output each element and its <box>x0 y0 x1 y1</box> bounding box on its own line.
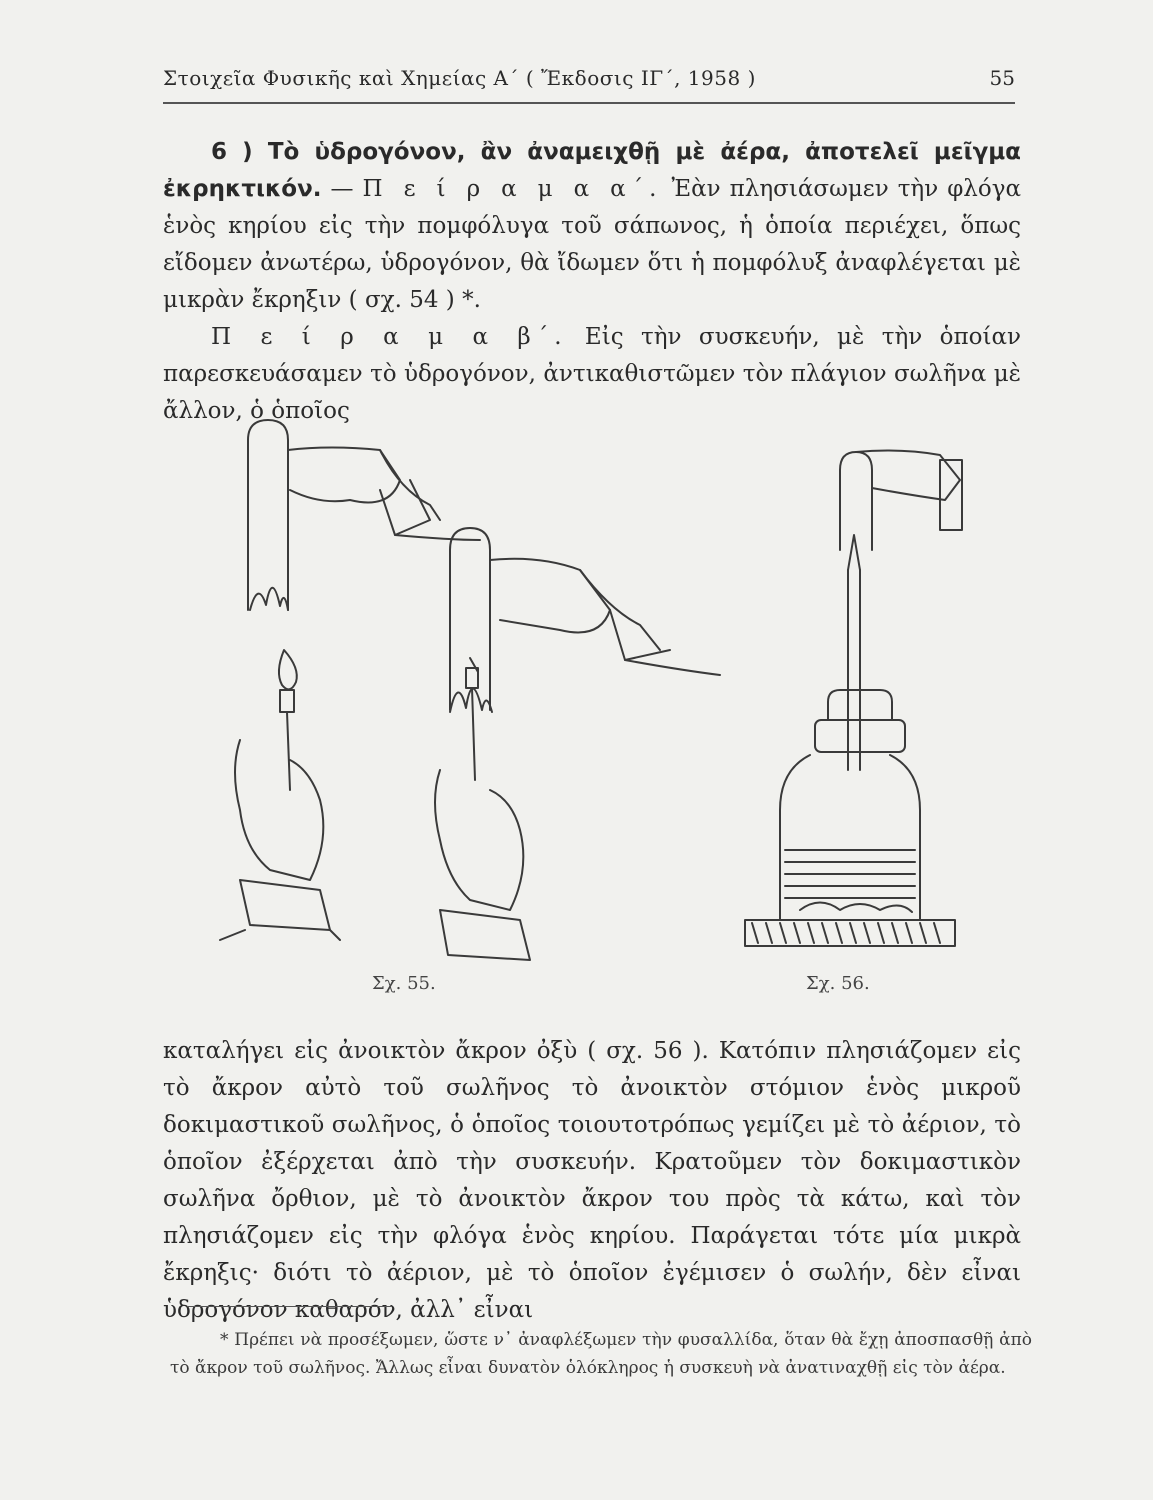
heading-dash: — <box>321 176 363 202</box>
fig55-left-tube <box>248 420 480 610</box>
figure-55-caption: Σχ. 55. <box>372 973 436 994</box>
running-title: Στοιχεῖα Φυσικῆς καὶ Χημείας Α΄ ( Ἔκδοσις ΙΓ΄, 1958 ) <box>163 66 756 90</box>
figures-area <box>200 410 1020 1000</box>
fig56-apparatus <box>745 451 962 946</box>
experiment-b-text: Εἰς τὴν συσκευήν, μὲ τὴν ὁποίαν παρεσκευάσαμεν τὸ ὑδρογόνον, ἀντικαθιστῶμεν τὸν πλάγιον σωλῆνα μὲ ἄλλον, ὁ ὁποῖος <box>163 324 1022 424</box>
footnote-text: * Πρέπει νὰ προσέξωμεν, ὥστε ν᾽ ἀναφλέξωμεν τὴν φυσαλλίδα, ὅταν θὰ ἔχῃ ἀποσπασθῇ ἀπὸ τὸ ἄκρον τοῦ σωλῆνος. Ἄλλως εἶναι δυνατὸν ὁλόκληρος ἡ συσκευὴ νὰ ἀνατιναχθῇ εἰς τὸν ἀέρα. <box>170 1330 1032 1378</box>
figure-illustrations <box>200 410 1020 1000</box>
continuation-paragraph: καταλήγει εἰς ἀνοικτὸν ἄκρον ὀξὺ ( σχ. 56 ). Κατόπιν πλησιάζομεν εἰς τὸ ἄκρον αὐτὸ τοῦ σωλῆνος τὸ ἀνοικτὸν στόμιον ἑνὸς μικροῦ δοκιμαστικοῦ σωλῆνος, ὁ ὁποῖος τοιουτοτρόπως γεμίζει μὲ τὸ ἀέριον, τὸ ὁποῖον ἐξέρχεται ἀπὸ τὴν συσκευήν. Κρατοῦμεν τὸν δοκιμαστικὸν σωλῆνα ὄρθιον, μὲ τὸ ἀνοικτὸν ἄκρον του πρὸς τὰ κάτω, καὶ τὸν πλησιάζομεν εἰς τὴν φλόγα ἑνὸς κηρίου. Παράγεται τότε μία μικρὰ ἔκρηξις· διότι τὸ ἀέριον, μὲ τὸ ὁποῖον ἐγέμισεν ὁ σωλήν, δὲν εἶναι ὑδρογόνον καθαρόν, ἀλλ᾽ εἶναι <box>163 1038 1021 1323</box>
figure-56-caption: Σχ. 56. <box>806 973 870 994</box>
page-header <box>163 62 1015 104</box>
section-text <box>163 134 1021 430</box>
experiment-b-label: Π ε ί ρ α μ α β΄. <box>211 324 568 350</box>
continuation-text <box>163 1033 1021 1329</box>
fig55-right-tube <box>435 528 720 960</box>
footnote <box>170 1326 1032 1382</box>
section-heading: 6 ) Τὸ ὑδρογόνον, ἂν ἀναμειχθῇ μὲ ἀέρα, ἀποτελεῖ μεῖγμα ἐκρηκτικόν. <box>163 139 1021 202</box>
experiment-a-text: Ἐὰν πλησιάσωμεν τὴν φλόγα ἑνὸς κηρίου εἰς τὴν πομφόλυγα τοῦ σάπωνος, ἡ ὁποία περιέχει, ὅπως εἴδομεν ἀνωτέρω, ὑδρογόνον, θὰ ἴδωμεν ὅτι ἡ πομφόλυξ ἀναφλέγεται μὲ μικρὰν ἔκρηξιν ( σχ. 54 ) *. <box>163 176 1021 313</box>
paragraph-experiment-a <box>163 134 1021 319</box>
fig55-left-candle <box>220 650 340 940</box>
experiment-a-label: Π ε ί ρ α μ α α΄. <box>362 176 663 202</box>
page-number: 55 <box>989 66 1015 90</box>
footnote-rule <box>187 1306 392 1307</box>
